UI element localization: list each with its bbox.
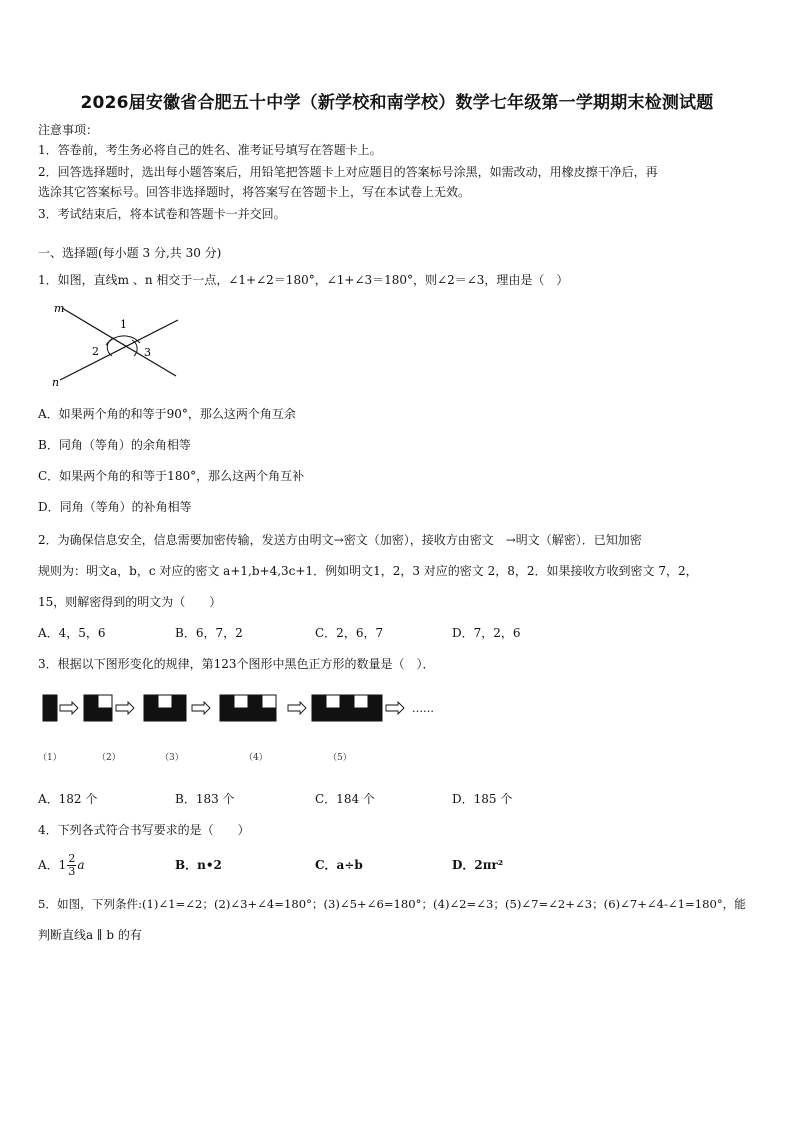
question-4-stem: 4．下列各式符合书写要求的是（ ）: [38, 823, 250, 837]
fig-label-4: （4）: [244, 753, 268, 763]
q4-option-a-whole: 1: [58, 858, 67, 872]
q4-option-b: B．n•2: [175, 858, 222, 872]
fig-label-1: （1）: [38, 753, 62, 763]
q1-option-d: D．同角（等角）的补角相等: [38, 500, 192, 514]
question-3-stem: 3．根据以下图形变化的规律，第123个图形中黑色正方形的数量是（ ）．: [38, 657, 435, 671]
q3-figure-pattern: [40, 692, 460, 726]
q4-option-a-prefix: A．: [38, 858, 59, 872]
q1-figure-intersecting-lines: [48, 298, 188, 390]
pattern-ellipsis: ……: [412, 702, 434, 715]
fig-label-3: （3）: [160, 753, 184, 763]
page-title: 2026届安徽省合肥五十中学（新学校和南学校）数学七年级第一学期期末检测试题: [80, 93, 714, 113]
fraction-numerator: 2: [68, 852, 76, 865]
q3-option-c: C．184 个: [315, 792, 375, 806]
notes-item: 1．答卷前，考生务必将自己的姓名、准考证号填写在答题卡上。: [38, 143, 382, 157]
notes-item: 2．回答选择题时，选出每小题答案后，用铅笔把答题卡上对应题目的答案标号涂黑，如需改动，用橡皮擦干净后，再: [38, 165, 658, 179]
q2-option-a: A．4，5，6: [38, 626, 106, 640]
q1-option-c: C．如果两个角的和等于180°，那么这两个角互补: [38, 469, 305, 483]
q1-option-b: B．同角（等角）的余角相等: [38, 438, 191, 452]
q4-option-a: [38, 848, 84, 882]
question-5-line: 5．如图，下列条件:(1)∠1=∠2；(2)∠3+∠4=180°；(3)∠5+∠6=180°；(4)∠2=∠3；(5)∠7=∠2+∠3；(6)∠7+∠4-∠1=180°，能: [38, 897, 746, 911]
line-m-label: m: [54, 302, 65, 315]
angle-1-label: 1: [120, 318, 127, 331]
q4-option-c: C．a÷b: [315, 858, 363, 872]
question-2-line: 规则为：明文a，b，c 对应的密文 a+1,b+4,3c+1．例如明文1，2，3 对应的密文 2，8，2．如果接收方收到密文 7，2，: [38, 564, 698, 578]
question-5-line: 判断直线a ∥ b 的有: [38, 928, 142, 942]
q4-option-a-fraction: [67, 853, 76, 878]
notes-item: 3．考试结束后，将本试卷和答题卡一并交回。: [38, 207, 286, 221]
q1-option-a: A．如果两个角的和等于90°，那么这两个角互余: [38, 407, 296, 421]
section-heading: 一、选择题(每小题 3 分,共 30 分): [38, 246, 222, 260]
angle-2-label: 2: [92, 345, 99, 358]
q2-option-c: C．2，6，7: [315, 626, 384, 640]
q3-option-b: B．183 个: [175, 792, 235, 806]
fig-label-2: （2）: [97, 753, 121, 763]
question-2-line: 2．为确保信息安全，信息需要加密传输，发送方由明文→密文（加密），接收方由密文 →明文（解密）．已知加密: [38, 533, 642, 547]
q3-option-d: D．185 个: [452, 792, 513, 806]
q4-option-d: D．2πr²: [452, 858, 504, 872]
q2-option-b: B．6，7，2: [175, 626, 243, 640]
angle-3-label: 3: [144, 346, 151, 359]
line-n-label: n: [52, 376, 60, 389]
question-2-line: 15，则解密得到的明文为（ ）: [38, 595, 222, 609]
question-1-stem: 1．如图，直线m 、n 相交于一点，∠1+∠2＝180°，∠1+∠3＝180°，则∠2＝∠3，理由是（ ）: [38, 273, 569, 287]
fig-label-5: （5）: [328, 753, 352, 763]
q3-option-a: A．182 个: [38, 792, 98, 806]
fraction-denominator: 3: [68, 865, 76, 878]
notes-heading: 注意事项：: [38, 123, 99, 137]
notes-item: 选涂其它答案标号。回答非选择题时，将答案写在答题卡上，写在本试卷上无效。: [38, 185, 471, 199]
q4-option-a-variable: a: [77, 858, 85, 872]
q2-option-d: D．7，2，6: [452, 626, 521, 640]
